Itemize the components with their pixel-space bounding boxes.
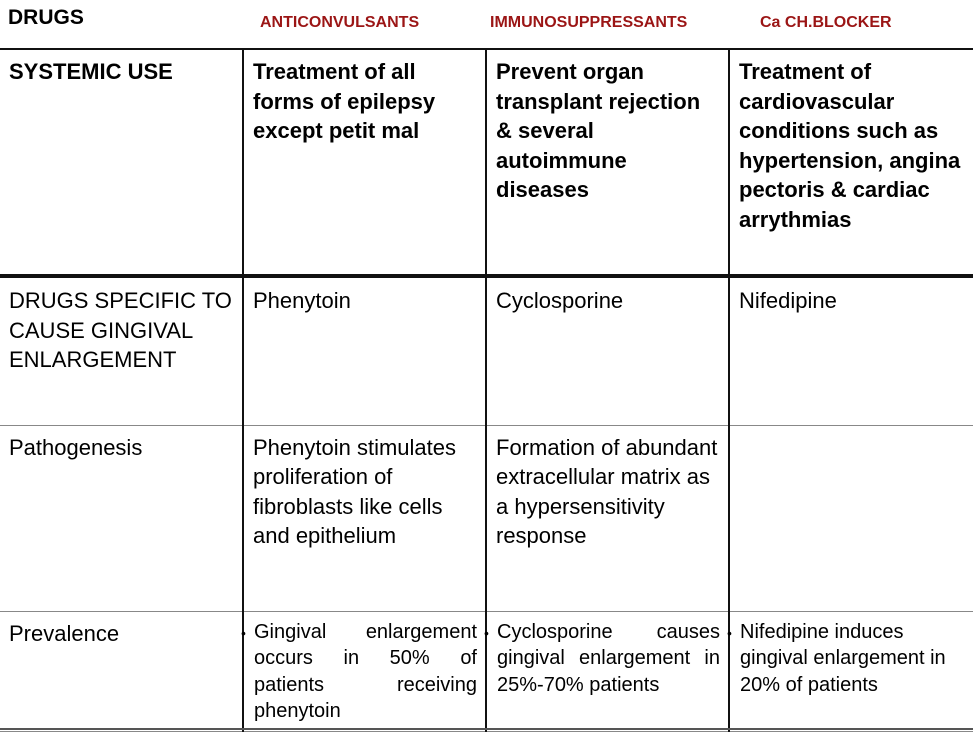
bullet-icon: • bbox=[727, 624, 732, 641]
cell-drug-cyclosporine: Cyclosporine bbox=[486, 276, 729, 425]
column-header-anticonvulsants: ANTICONVULSANTS bbox=[260, 14, 420, 31]
drugs-header: DRUGS bbox=[8, 6, 84, 29]
cell-prevalence-immunosuppressants bbox=[486, 611, 729, 731]
drug-comparison-table bbox=[0, 48, 973, 732]
row-label-prevalence: Prevalence bbox=[0, 611, 243, 731]
table-row-specific-drugs bbox=[0, 276, 973, 425]
cell-drug-nifedipine: Nifedipine bbox=[729, 276, 973, 425]
table-row-systemic-use bbox=[0, 49, 973, 276]
table-row-prevalence bbox=[0, 611, 973, 731]
cell-prevalence-ca-blocker bbox=[729, 611, 973, 731]
cell-pathogenesis-anticonvulsants: Phenytoin stimulates proliferation of fibroblasts like cells and epithelium bbox=[243, 425, 486, 611]
bullet-icon: • bbox=[484, 624, 489, 641]
prevalence-text: Cyclosporine causes gingival enlargement in 25%-70% patients bbox=[497, 620, 720, 696]
cell-systemic-use-ca-blocker: Treatment of cardiovascular conditions such as hypertension, angina pectoris & cardiac arrythmias bbox=[729, 49, 973, 276]
cell-systemic-use-anticonvulsants: Treatment of all forms of epilepsy except petit mal bbox=[243, 49, 486, 276]
prevalence-text: Nifedipine induces gingival enlargement in 20% of patients bbox=[740, 620, 946, 696]
row-label-pathogenesis: Pathogenesis bbox=[0, 425, 243, 611]
column-header-ca-channel-blocker: Ca CH.BLOCKER bbox=[760, 14, 892, 31]
column-header-immunosuppressants: IMMUNOSUPPRESSANTS bbox=[490, 14, 688, 31]
row-label-specific-drugs: DRUGS SPECIFIC TO CAUSE GINGIVAL ENLARGEMENT bbox=[0, 276, 243, 425]
table-row-pathogenesis bbox=[0, 425, 973, 611]
prevalence-text: Gingival enlargement occurs in 50% of patients receiving phenytoin bbox=[254, 620, 477, 722]
cell-prevalence-anticonvulsants bbox=[243, 611, 486, 731]
cell-pathogenesis-ca-blocker bbox=[729, 425, 973, 611]
cell-drug-phenytoin: Phenytoin bbox=[243, 276, 486, 425]
cell-systemic-use-immunosuppressants: Prevent organ transplant rejection & several autoimmune diseases bbox=[486, 49, 729, 276]
cell-pathogenesis-immunosuppressants: Formation of abundant extracellular matrix as a hypersensitivity response bbox=[486, 425, 729, 611]
bullet-icon: • bbox=[241, 624, 246, 641]
row-label-systemic-use: SYSTEMIC USE bbox=[0, 49, 243, 276]
